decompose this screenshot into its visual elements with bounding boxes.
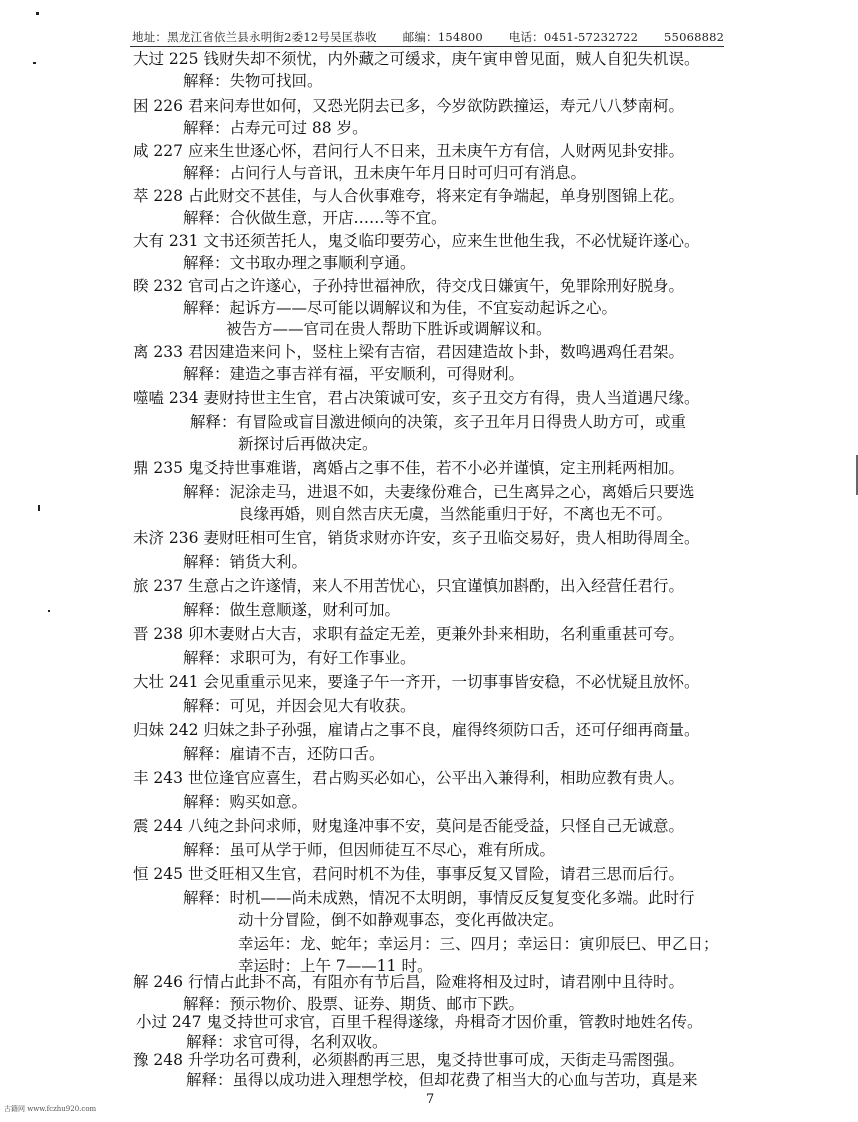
explanation-line: 解释：购买如意。 xyxy=(183,793,308,811)
explanation-line: 解释：时机——尚未成熟，情况不太明朗，事情反反复复变化多端。此时行 xyxy=(183,889,695,907)
header-address: 地址：黑龙江省依兰县永明街2委12号吴匡恭收 xyxy=(132,30,377,44)
entry-line: 大过 225 钱财失却不须忧，内外藏之可缓求，庚午寅申曾见面，贼人自犯失机误。 xyxy=(133,50,700,68)
entry-line: 睽 232 官司占之许遂心，子孙持世福神欣，待交戊日嫌寅午，免罪除刑好脱身。 xyxy=(133,277,684,295)
entry-line: 震 244 八纯之卦问求师，财鬼逢冲事不安，莫问是否能受益，只怪自己无诚意。 xyxy=(133,817,684,835)
explanation-line: 解释：虽可从学于师，但因师徒互不尽心，难有所成。 xyxy=(183,841,556,859)
explanation-line: 解释：起诉方——尽可能以调解议和为佳，不宜妄动起诉之心。 xyxy=(183,299,618,317)
entry-line: 恒 245 世爻旺相又生官，君问时机不为佳，事事反复又冒险，请君三思而后行。 xyxy=(133,865,684,883)
entry-line: 旅 237 生意占之许遂情，来人不用苦忧心，只宜谨慎加斟酌，出入经营任君行。 xyxy=(133,577,684,595)
entry-line: 归妹 242 归妹之卦子孙强，雇请占之事不良，雇得终须防口舌，还可仔细再商量。 xyxy=(133,721,700,739)
explanation-line: 解释：泥涂走马，进退不如，夫妻缘份难合，已生离异之心，离婚后只要选 xyxy=(183,483,695,501)
explanation-line: 解释：做生意顺遂，财利可加。 xyxy=(183,601,401,619)
header-phone2: 55068882 xyxy=(664,30,725,44)
explanation-line: 解释：销货大利。 xyxy=(183,553,308,571)
header-phone: 电话：0451-57232722 xyxy=(508,30,639,44)
scan-speck xyxy=(33,62,36,64)
page-header xyxy=(132,29,725,45)
explanation-line: 解释：虽得以成功进入理想学校，但却花费了相当大的心血与苦功，真是来 xyxy=(186,1071,698,1089)
entry-line: 大壮 241 会见重重示见来，要逢子午一齐开，一切事事皆安稳，不必忧疑且放怀。 xyxy=(133,673,700,691)
explanation-line: 解释：失物可找回。 xyxy=(183,72,323,90)
entry-line: 晋 238 卯木妻财占大吉，求职有益定无差，更兼外卦来相助，名利重重甚可夸。 xyxy=(133,625,684,643)
entry-line: 豫 248 升学功名可费利，必须斟酌再三思，鬼爻持世事可成，天街走马需图强。 xyxy=(133,1051,684,1069)
lucky-times-line: 幸运时：上午 7——11 时。 xyxy=(238,957,433,975)
explanation-continuation: 被告方——官司在贵人帮助下胜诉或调解议和。 xyxy=(226,320,552,338)
entry-line: 鼎 235 鬼爻持世事难谐，离婚占之事不佳，若不小必并谨慎，定主刑耗两相加。 xyxy=(133,459,684,477)
entry-line: 解 246 行情占此卦不高，有阻亦有节后昌，险难将相及过时，请君刚中且待时。 xyxy=(133,973,684,991)
lucky-times-line: 幸运年：龙、蛇年；幸运月：三、四月；幸运日：寅卯辰巳、甲乙日； xyxy=(238,935,719,953)
entry-line: 小过 247 鬼爻持世可求官，百里千程得遂缘，舟楫奇才因价重，管教时地姓名传。 xyxy=(136,1013,703,1031)
entry-line: 未济 236 妻财旺相可生官，销货求财亦许安，亥子丑临交易好，贵人相助得周全。 xyxy=(133,529,700,547)
footer-watermark: 古籍网 www.fczhu920.com xyxy=(4,1105,97,1113)
explanation-line: 解释：雇请不吉，还防口舌。 xyxy=(183,745,385,763)
explanation-line: 解释：文书取办理之事顺利亨通。 xyxy=(183,254,416,272)
explanation-continuation: 动十分冒险，倒不如静观事态，变化再做决定。 xyxy=(238,911,564,929)
explanation-line: 解释：求职可为，有好工作事业。 xyxy=(183,649,416,667)
explanation-line: 解释：占寿元可过 88 岁。 xyxy=(183,119,368,137)
explanation-line: 解释：可见，并因会见大有收获。 xyxy=(183,697,416,715)
explanation-continuation: 良缘再婚，则自然吉庆无虞，当然能重归于好，不离也无不可。 xyxy=(238,505,673,523)
header-postcode: 邮编：154800 xyxy=(402,30,483,44)
entry-line: 咸 227 应来生世逐心怀，君问行人不日来，丑未庚午方有信，人财两见卦安排。 xyxy=(133,142,684,160)
explanation-line: 解释：建造之事吉祥有福，平安顺利，可得财利。 xyxy=(183,365,525,383)
scan-speck xyxy=(48,610,50,612)
scan-speck xyxy=(38,505,40,511)
explanation-line: 解释：合伙做生意，开店……等不宜。 xyxy=(183,209,447,227)
entry-line: 困 226 君来问寿世如何，又恐光阴去已多，今岁欲防跌撞运，寿元八八梦南柯。 xyxy=(133,97,684,115)
explanation-line: 解释：预示物价、股票、证券、期货、邮市下跌。 xyxy=(183,995,525,1013)
page-number: 7 xyxy=(426,1092,435,1107)
explanation-line: 解释：有冒险或盲目激进倾向的决策，亥子丑年月日得贵人助方可，或重 xyxy=(190,413,687,431)
scan-speck xyxy=(36,12,39,15)
entry-line: 大有 231 文书还须苦托人，鬼爻临印要劳心，应来生世他生我，不必忧疑许遂心。 xyxy=(133,232,700,250)
entry-line: 噬嗑 234 妻财持世主生官，君占决策诚可安，亥子丑交方有得，贵人当道遇尺缘。 xyxy=(133,389,700,407)
explanation-continuation: 新探讨后再做决定。 xyxy=(238,435,378,453)
explanation-line: 解释：求官可得，名利双收。 xyxy=(186,1033,388,1051)
header-divider xyxy=(130,46,724,47)
entry-line: 离 233 君因建造来问卜，竖柱上梁有吉宿，君因建造故卜卦，数鸣遇鸡任君架。 xyxy=(133,343,684,361)
explanation-line: 解释：占问行人与音讯，丑未庚午年月日时可归可有消息。 xyxy=(183,164,587,182)
entry-line: 丰 243 世位逢官应喜生，君占购买必如心，公平出入兼得利，相助应教有贵人。 xyxy=(133,769,684,787)
entry-line: 萃 228 占此财交不甚佳，与人合伙事难夸，将来定有争端起，单身别图锦上花。 xyxy=(133,187,684,205)
